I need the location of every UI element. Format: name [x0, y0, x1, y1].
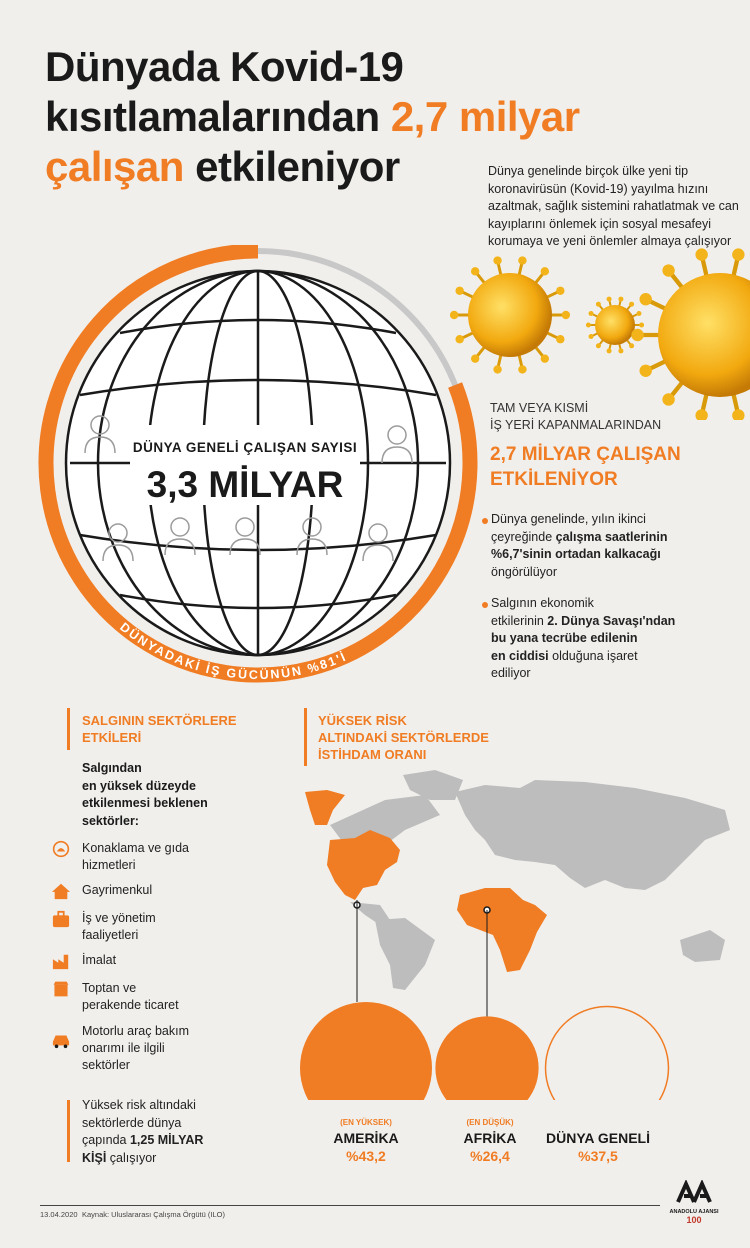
globe-value: 3,3 MİLYAR: [146, 464, 344, 505]
region-name-africa: AFRİKA: [463, 1130, 517, 1146]
region-bubble: [300, 1002, 432, 1100]
region-name-world: DÜNYA GENELİ: [546, 1130, 650, 1146]
globe-graphic: [20, 245, 490, 685]
sector-item: Toptan ve perakende ticaret: [50, 980, 179, 1014]
car-icon: [50, 1031, 72, 1049]
briefcase-icon: [50, 910, 72, 928]
store-icon: [50, 980, 72, 998]
region-value-world: %37,5: [578, 1148, 618, 1164]
agency-logo: [668, 1180, 720, 1225]
title-line2-text: kısıtlamalarından: [45, 93, 391, 140]
food-service-icon: [50, 840, 72, 858]
sector-item: İmalat: [50, 952, 116, 970]
sector-subheading: Salgından en yüksek düzeyde etkilenmesi beklenen sektörler:: [82, 761, 208, 828]
region-tag-america: (EN YÜKSEK): [340, 1118, 392, 1127]
region-name-america: AMERİKA: [333, 1130, 399, 1146]
region-value-africa: %26,4: [470, 1148, 510, 1164]
bullet-working-hours: Dünya genelinde, yılın ikinci çeyreğinde çalışma saatlerinin %6,7'sinin ortadan kalkacağı öngörülüyor: [491, 512, 668, 579]
title-highlight-worker: çalışan: [45, 143, 184, 190]
risk-bubbles: [285, 900, 745, 1100]
sector-item: Gayrimenkul: [50, 882, 152, 900]
footer-source: Kaynak: Uluslararası Çalışma Örgütü (ILO): [82, 1210, 225, 1219]
lockdown-headline: 2,7 MİLYAR ÇALIŞAN ETKİLENİYOR: [490, 444, 681, 490]
risk-heading-bar: [304, 708, 307, 766]
footer-date: 13.04.2020: [40, 1210, 78, 1219]
agency-logo-text: ANADOLU AJANSI: [669, 1209, 719, 1215]
bullet-dot: [482, 518, 488, 524]
sector-footer-bar: [67, 1100, 70, 1162]
house-icon: [50, 882, 72, 900]
bullet-dot: [482, 602, 488, 608]
region-bubble: [546, 1007, 669, 1100]
sector-heading: SALGININ SEKTÖRLERE ETKİLERİ: [82, 713, 237, 745]
bullet-economic-impact: Salgının ekonomik etkilerinin 2. Dünya Savaşı'ndan bu yana tecrübe edilenin en ciddisi olduğuna işaret ediliyor: [491, 596, 676, 680]
agency-logo-icon: [674, 1180, 714, 1204]
virus-particle: [586, 297, 644, 354]
sector-footer: Yüksek risk altındaki sektörlerde dünya çapında 1,25 MİLYAR KİŞİ çalışıyor: [82, 1098, 204, 1165]
intro-paragraph: Dünya genelinde birçok ülke yeni tip koronavirüsün (Kovid-19) yayılma hızını azaltmak, sağlık sistemini rahatlatmak ve can kayıplarını önlemek için sosyal mesafeyi korumaya ve yeni önlemler almaya çalışıyor: [488, 164, 739, 248]
risk-heading: YÜKSEK RİSK ALTINDAKİ SEKTÖRLERDE İSTİHDAM ORANI: [318, 713, 489, 762]
sector-heading-bar: [67, 708, 70, 750]
workforce-share-label: DÜNYADAKİ İŞ GÜCÜNÜN %81'İ: [117, 619, 350, 683]
factory-icon: [50, 952, 72, 970]
region-value-america: %43,2: [346, 1148, 386, 1164]
region-tag-africa: (EN DÜŞÜK): [466, 1118, 514, 1127]
virus-illustration: [450, 240, 750, 420]
title-line1: Dünyada Kovid-19: [45, 43, 404, 90]
footer-divider: [40, 1205, 660, 1206]
sector-item: Konaklama ve gıda hizmetleri: [50, 840, 189, 874]
sector-item: Motorlu araç bakım onarımı ile ilgili sektörler: [50, 1023, 189, 1074]
globe-caption: DÜNYA GENELİ ÇALIŞAN SAYISI: [132, 440, 358, 455]
agency-logo-year: 100: [686, 1215, 702, 1225]
sector-item: İş ve yönetim faaliyetleri: [50, 910, 156, 944]
title-line3-text: etkileniyor: [183, 143, 400, 190]
lockdown-pretext: TAM VEYA KISMİ İŞ YERİ KAPANMALARINDAN: [490, 401, 662, 432]
virus-particle: [631, 248, 750, 420]
region-bubble: [435, 1016, 538, 1100]
title-highlight-number: 2,7 milyar: [390, 93, 580, 140]
